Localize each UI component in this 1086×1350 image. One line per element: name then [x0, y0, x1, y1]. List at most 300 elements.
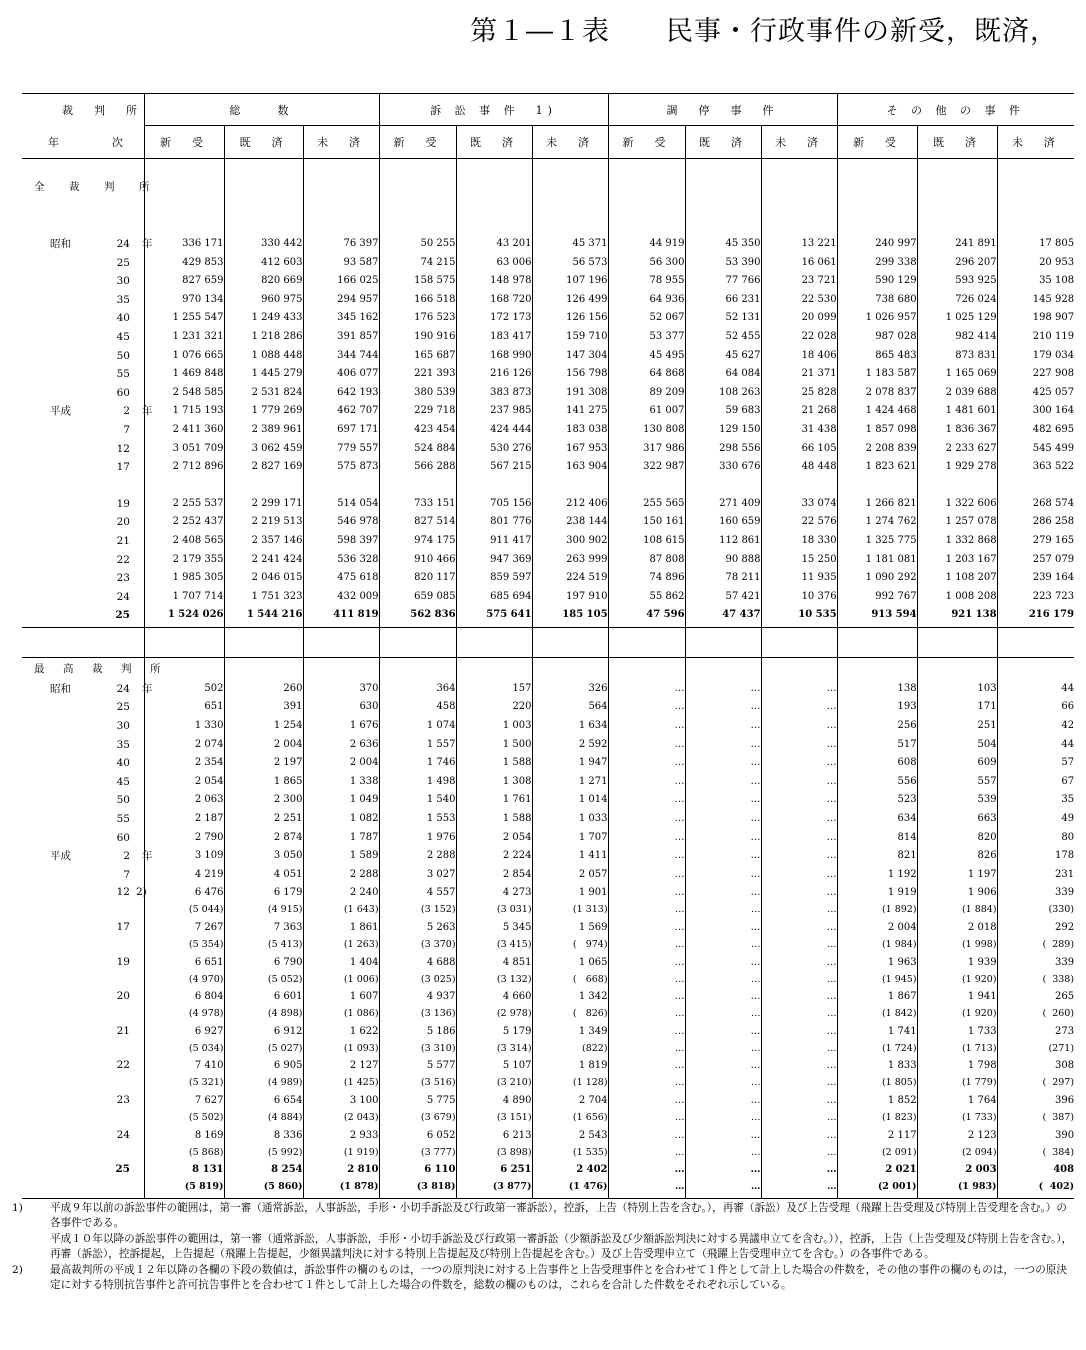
sub-value-cell: (2 094)	[917, 1144, 997, 1162]
value-cell: 814	[837, 829, 917, 848]
value-cell: 271 409	[685, 495, 761, 514]
value-cell: 257 079	[997, 551, 1074, 570]
row-label	[22, 988, 144, 1005]
row-label	[22, 458, 144, 477]
gap-cell	[837, 477, 917, 495]
empty-cell	[224, 657, 303, 680]
value-cell: 556	[837, 773, 917, 792]
value-cell: 239 164	[997, 569, 1074, 588]
value-cell: 47 596	[608, 606, 685, 625]
value-cell: 1 266 821	[837, 495, 917, 514]
sub-value-cell: ( 668)	[532, 971, 608, 989]
value-cell: 523	[837, 791, 917, 810]
value-cell: 330 676	[685, 458, 761, 477]
table-row	[22, 495, 1074, 514]
value-cell: 147 304	[532, 347, 608, 366]
table-row-sub	[22, 1074, 1074, 1092]
table-row	[22, 1161, 1074, 1178]
value-cell: …	[685, 698, 761, 717]
value-cell: 66 231	[685, 291, 761, 310]
value-cell: 22 576	[761, 513, 837, 532]
value-cell: 1 819	[532, 1057, 608, 1074]
table-row-sub	[22, 1178, 1074, 1196]
value-cell: 482 695	[997, 421, 1074, 440]
value-cell: 2 197	[224, 754, 303, 773]
row-label	[22, 235, 153, 254]
gap-cell	[22, 477, 144, 495]
value-cell: 45 495	[608, 347, 685, 366]
sub-value-cell: …	[761, 1005, 837, 1023]
value-cell: 7 410	[144, 1057, 224, 1074]
value-cell: 89 209	[608, 384, 685, 403]
value-cell: …	[608, 1161, 685, 1178]
value-cell: 2 127	[303, 1057, 379, 1074]
value-cell: 1 008 208	[917, 588, 997, 607]
sub-value-cell: (3 877)	[456, 1178, 532, 1196]
gap-cell	[224, 627, 303, 657]
value-cell: …	[761, 810, 837, 829]
value-cell: 913 594	[837, 606, 917, 625]
value-cell: 44	[997, 736, 1074, 755]
value-cell: 1 165 069	[917, 365, 997, 384]
year-label: 17	[116, 921, 130, 933]
value-cell: 826	[917, 847, 997, 866]
sub-value-cell: (1 263)	[303, 936, 379, 954]
row-label	[22, 272, 144, 291]
value-cell: 504	[917, 736, 997, 755]
value-cell: 2 810	[303, 1161, 379, 1178]
gap-cell	[608, 477, 685, 495]
sub-value-cell: ( 974)	[532, 936, 608, 954]
value-cell: 2 411 360	[144, 421, 224, 440]
value-cell: 2 241 424	[224, 551, 303, 570]
row-label	[22, 680, 153, 699]
value-cell: 1 404	[303, 954, 379, 971]
year-label: 7	[123, 868, 130, 881]
value-cell: 210 119	[997, 328, 1074, 347]
value-cell: 50 255	[379, 235, 456, 254]
value-cell: 2 255 537	[144, 495, 224, 514]
value-cell: 408	[997, 1161, 1074, 1178]
value-cell: 1 003	[456, 717, 532, 736]
table-row	[22, 988, 1074, 1005]
value-cell: 1 764	[917, 1092, 997, 1109]
value-cell: 44 919	[608, 235, 685, 254]
sub-value-cell: …	[761, 1144, 837, 1162]
value-cell: 6 905	[224, 1057, 303, 1074]
value-cell: …	[608, 829, 685, 848]
value-cell: 2 548 585	[144, 384, 224, 403]
sub-value-cell: (271)	[997, 1040, 1074, 1058]
sub-value-cell: ( 402)	[997, 1178, 1074, 1196]
value-cell: 299 338	[837, 254, 917, 273]
table-row	[22, 717, 1074, 736]
value-cell: …	[761, 954, 837, 971]
value-cell: 158 575	[379, 272, 456, 291]
sub-value-cell: …	[685, 1109, 761, 1127]
value-cell: 562 836	[379, 606, 456, 625]
sub-value-cell: …	[685, 901, 761, 919]
value-cell: 80	[997, 829, 1074, 848]
value-cell: 1 867	[837, 988, 917, 1005]
year-label: 24	[116, 238, 130, 250]
value-cell: 1 589	[303, 847, 379, 866]
value-cell: 1 622	[303, 1023, 379, 1040]
sub-value-cell: (5 819)	[144, 1178, 224, 1196]
value-cell: 390	[997, 1127, 1074, 1144]
value-cell: 2 187	[144, 810, 224, 829]
value-cell: 20 099	[761, 309, 837, 328]
value-cell: …	[608, 791, 685, 810]
sub-value-cell: ( 338)	[997, 971, 1074, 989]
value-cell: 1 751 323	[224, 588, 303, 607]
table-bottom	[22, 1196, 1074, 1199]
sub-value-cell: (1 919)	[303, 1144, 379, 1162]
value-cell: 179 034	[997, 347, 1074, 366]
value-cell: 8 131	[144, 1161, 224, 1178]
value-cell: …	[608, 847, 685, 866]
sub-value-cell: (1 920)	[917, 971, 997, 989]
row-label	[22, 754, 144, 773]
value-cell: 263 999	[532, 551, 608, 570]
value-cell: 3 100	[303, 1092, 379, 1109]
value-cell: 1 553	[379, 810, 456, 829]
section-label: 最 高 裁 判 所	[22, 657, 144, 680]
value-cell: 910 466	[379, 551, 456, 570]
value-cell: 48 448	[761, 458, 837, 477]
value-cell: 168 720	[456, 291, 532, 310]
value-cell: 2 704	[532, 1092, 608, 1109]
group-gap	[22, 477, 1074, 495]
value-cell: 260	[224, 680, 303, 699]
value-cell: 268 574	[997, 495, 1074, 514]
row-label-empty	[22, 1040, 144, 1058]
value-cell: 163 904	[532, 458, 608, 477]
value-cell: 2 389 961	[224, 421, 303, 440]
value-cell: 642 193	[303, 384, 379, 403]
value-cell: 2 018	[917, 919, 997, 936]
value-cell: 13 221	[761, 235, 837, 254]
value-cell: 1 014	[532, 791, 608, 810]
empty-cell	[532, 657, 608, 680]
row-label	[22, 1023, 144, 1040]
sub-value-cell: (1 842)	[837, 1005, 917, 1023]
value-cell: 273	[997, 1023, 1074, 1040]
year-label: 17	[116, 461, 130, 474]
value-cell: 412 603	[224, 254, 303, 273]
value-cell: 1 919	[837, 884, 917, 901]
value-cell: 166 518	[379, 291, 456, 310]
value-cell: 339	[997, 954, 1074, 971]
value-cell: 2 219 513	[224, 513, 303, 532]
value-cell: …	[761, 698, 837, 717]
value-cell: 2 021	[837, 1161, 917, 1178]
value-cell: 2 063	[144, 791, 224, 810]
value-cell: 364	[379, 680, 456, 699]
sub-value-cell: (3 516)	[379, 1074, 456, 1092]
value-cell: 1 761	[456, 791, 532, 810]
value-cell: 7 267	[144, 919, 224, 936]
value-cell: 685 694	[456, 588, 532, 607]
sub-value-cell: …	[608, 971, 685, 989]
value-cell: 141 275	[532, 402, 608, 421]
sub-value-cell: (5 413)	[224, 936, 303, 954]
sub-value-cell: (1 093)	[303, 1040, 379, 1058]
table-row	[22, 458, 1074, 477]
value-cell: 1 852	[837, 1092, 917, 1109]
value-cell: 5 345	[456, 919, 532, 936]
value-cell: 3 050	[224, 847, 303, 866]
value-cell: 1 271	[532, 773, 608, 792]
value-cell: 4 851	[456, 954, 532, 971]
year-label: 20	[116, 516, 130, 529]
sub-value-cell: (5 027)	[224, 1040, 303, 1058]
gap-cell	[997, 627, 1074, 657]
value-cell: 1 833	[837, 1057, 917, 1074]
value-cell: 8 254	[224, 1161, 303, 1178]
value-cell: 193	[837, 698, 917, 717]
value-cell: 35	[997, 791, 1074, 810]
value-cell: 1 707	[532, 829, 608, 848]
value-cell: 6 179	[224, 884, 303, 901]
section-header-row	[22, 657, 1074, 680]
row-label	[22, 309, 144, 328]
value-cell: 1 074	[379, 717, 456, 736]
row-label	[22, 421, 144, 440]
group-header-total: 総 数	[144, 94, 379, 126]
value-cell: 2 636	[303, 736, 379, 755]
value-cell: …	[761, 773, 837, 792]
value-cell: 1 634	[532, 717, 608, 736]
value-cell: 821	[837, 847, 917, 866]
table-row	[22, 698, 1074, 717]
value-cell: 566 288	[379, 458, 456, 477]
gap-cell	[608, 627, 685, 657]
value-cell: …	[608, 954, 685, 971]
row-label	[22, 791, 144, 810]
footnote	[12, 1201, 1074, 1262]
row-label-empty	[22, 936, 144, 954]
value-cell: 1 746	[379, 754, 456, 773]
value-cell: 197 910	[532, 588, 608, 607]
value-cell: 237 985	[456, 402, 532, 421]
subheader-pending: 未 済	[997, 126, 1074, 159]
sub-value-cell: …	[761, 901, 837, 919]
value-cell: 255 565	[608, 495, 685, 514]
value-cell: …	[761, 754, 837, 773]
value-cell: 52 131	[685, 309, 761, 328]
row-label-empty	[22, 901, 144, 919]
value-cell: 190 916	[379, 328, 456, 347]
value-cell: 2 074	[144, 736, 224, 755]
sub-value-cell: (2 978)	[456, 1005, 532, 1023]
value-cell: 47 437	[685, 606, 761, 625]
value-cell: 406 077	[303, 365, 379, 384]
value-cell: …	[685, 1092, 761, 1109]
value-cell: 23 721	[761, 272, 837, 291]
sub-value-cell: (5 321)	[144, 1074, 224, 1092]
value-cell: 1 218 286	[224, 328, 303, 347]
value-cell: 159 710	[532, 328, 608, 347]
value-cell: 1 676	[303, 717, 379, 736]
sub-value-cell: (330)	[997, 901, 1074, 919]
value-cell: 425 057	[997, 384, 1074, 403]
value-cell: 370	[303, 680, 379, 699]
empty-cell	[761, 159, 837, 236]
value-cell: 1 481 601	[917, 402, 997, 421]
value-cell: 1 088 448	[224, 347, 303, 366]
sub-value-cell: (3 136)	[379, 1005, 456, 1023]
row-label	[22, 347, 144, 366]
value-cell: 251	[917, 717, 997, 736]
value-cell: 178	[997, 847, 1074, 866]
gap-cell	[379, 477, 456, 495]
value-cell: 1 588	[456, 754, 532, 773]
value-cell: 1 836 367	[917, 421, 997, 440]
subheader-pending: 未 済	[303, 126, 379, 159]
value-cell: 220	[456, 698, 532, 717]
gap-cell	[685, 477, 761, 495]
value-cell: 2 827 169	[224, 458, 303, 477]
value-cell: 4 890	[456, 1092, 532, 1109]
value-cell: 1 929 278	[917, 458, 997, 477]
value-cell: 974 175	[379, 532, 456, 551]
sub-value-cell: (3 025)	[379, 971, 456, 989]
statistics-table	[22, 93, 1074, 1199]
value-cell: …	[608, 773, 685, 792]
row-label	[22, 1057, 144, 1074]
value-cell: 1 707 714	[144, 588, 224, 607]
value-cell: 66 105	[761, 440, 837, 459]
value-cell: 982 414	[917, 328, 997, 347]
value-cell: 827 514	[379, 513, 456, 532]
value-cell: 5 186	[379, 1023, 456, 1040]
value-cell: 20 953	[997, 254, 1074, 273]
value-cell: 380 539	[379, 384, 456, 403]
row-label-empty	[22, 1074, 144, 1092]
table-row	[22, 1092, 1074, 1109]
value-cell: 1 779 269	[224, 402, 303, 421]
value-cell: …	[761, 1023, 837, 1040]
value-cell: 4 557	[379, 884, 456, 901]
value-cell: 49	[997, 810, 1074, 829]
year-label: 55	[116, 368, 130, 381]
row-label	[22, 328, 144, 347]
value-cell: 64 936	[608, 291, 685, 310]
value-cell: 112 861	[685, 532, 761, 551]
table-row-sub	[22, 1109, 1074, 1127]
sub-value-cell: …	[761, 936, 837, 954]
divider-cell	[917, 1196, 997, 1199]
era-label: 平成	[50, 405, 71, 418]
gap-cell	[22, 627, 144, 657]
sub-value-cell: (1 128)	[532, 1074, 608, 1092]
table-row-sub	[22, 1005, 1074, 1023]
value-cell: 2 123	[917, 1127, 997, 1144]
value-cell: 265	[997, 988, 1074, 1005]
row-label	[22, 440, 144, 459]
value-cell: 1 065	[532, 954, 608, 971]
year-label: 23	[116, 1093, 130, 1106]
value-cell: 55 862	[608, 588, 685, 607]
value-cell: 1 308	[456, 773, 532, 792]
value-cell: …	[761, 791, 837, 810]
table-row	[22, 532, 1074, 551]
value-cell: 1 445 279	[224, 365, 303, 384]
value-cell: 1 540	[379, 791, 456, 810]
sub-value-cell: (5 860)	[224, 1178, 303, 1196]
value-cell: 165 687	[379, 347, 456, 366]
sub-value-cell: (4 884)	[224, 1109, 303, 1127]
row-label	[22, 402, 153, 421]
sub-value-cell: …	[761, 1178, 837, 1196]
value-cell: 432 009	[303, 588, 379, 607]
sub-value-cell: (1 086)	[303, 1005, 379, 1023]
value-cell: 429 853	[144, 254, 224, 273]
table-row	[22, 954, 1074, 971]
value-cell: 2 078 837	[837, 384, 917, 403]
table-row	[22, 829, 1074, 848]
value-cell: 5 107	[456, 1057, 532, 1074]
gap-cell	[532, 627, 608, 657]
sub-value-cell: (1 713)	[917, 1040, 997, 1058]
value-cell: 564	[532, 698, 608, 717]
sub-value-cell: …	[608, 1040, 685, 1058]
value-cell: …	[685, 791, 761, 810]
value-cell: 1 963	[837, 954, 917, 971]
value-cell: 78 955	[608, 272, 685, 291]
value-cell: …	[685, 829, 761, 848]
sub-value-cell: (5 868)	[144, 1144, 224, 1162]
value-cell: 1 192	[837, 866, 917, 885]
year-label: 22	[116, 553, 130, 566]
footnote-ref: 2)	[136, 886, 147, 899]
value-cell: 221 393	[379, 365, 456, 384]
value-cell: 77 766	[685, 272, 761, 291]
value-cell: 90 888	[685, 551, 761, 570]
value-cell: 256	[837, 717, 917, 736]
value-cell: 191 308	[532, 384, 608, 403]
divider-cell	[144, 1196, 224, 1199]
value-cell: 6 251	[456, 1161, 532, 1178]
value-cell: 363 522	[997, 458, 1074, 477]
value-cell: 2 933	[303, 1127, 379, 1144]
value-cell: 172 173	[456, 309, 532, 328]
sub-value-cell: …	[685, 1005, 761, 1023]
row-label	[22, 495, 144, 514]
sub-value-cell: ( 384)	[997, 1144, 1074, 1162]
sub-value-cell: …	[685, 1074, 761, 1092]
value-cell: 4 688	[379, 954, 456, 971]
value-cell: 820	[917, 829, 997, 848]
sub-value-cell: (5 052)	[224, 971, 303, 989]
value-cell: 6 052	[379, 1127, 456, 1144]
sub-value-cell: ( 826)	[532, 1005, 608, 1023]
value-cell: …	[761, 736, 837, 755]
value-cell: 992 767	[837, 588, 917, 607]
value-cell: …	[685, 810, 761, 829]
section-label: 全 裁 判 所	[34, 181, 157, 193]
value-cell: …	[608, 717, 685, 736]
value-cell: …	[685, 954, 761, 971]
row-label	[22, 884, 147, 901]
value-cell: 630	[303, 698, 379, 717]
value-cell: 859 597	[456, 569, 532, 588]
gap-cell	[917, 627, 997, 657]
value-cell: 2 039 688	[917, 384, 997, 403]
value-cell: 45 627	[685, 347, 761, 366]
value-cell: 1 181 081	[837, 551, 917, 570]
